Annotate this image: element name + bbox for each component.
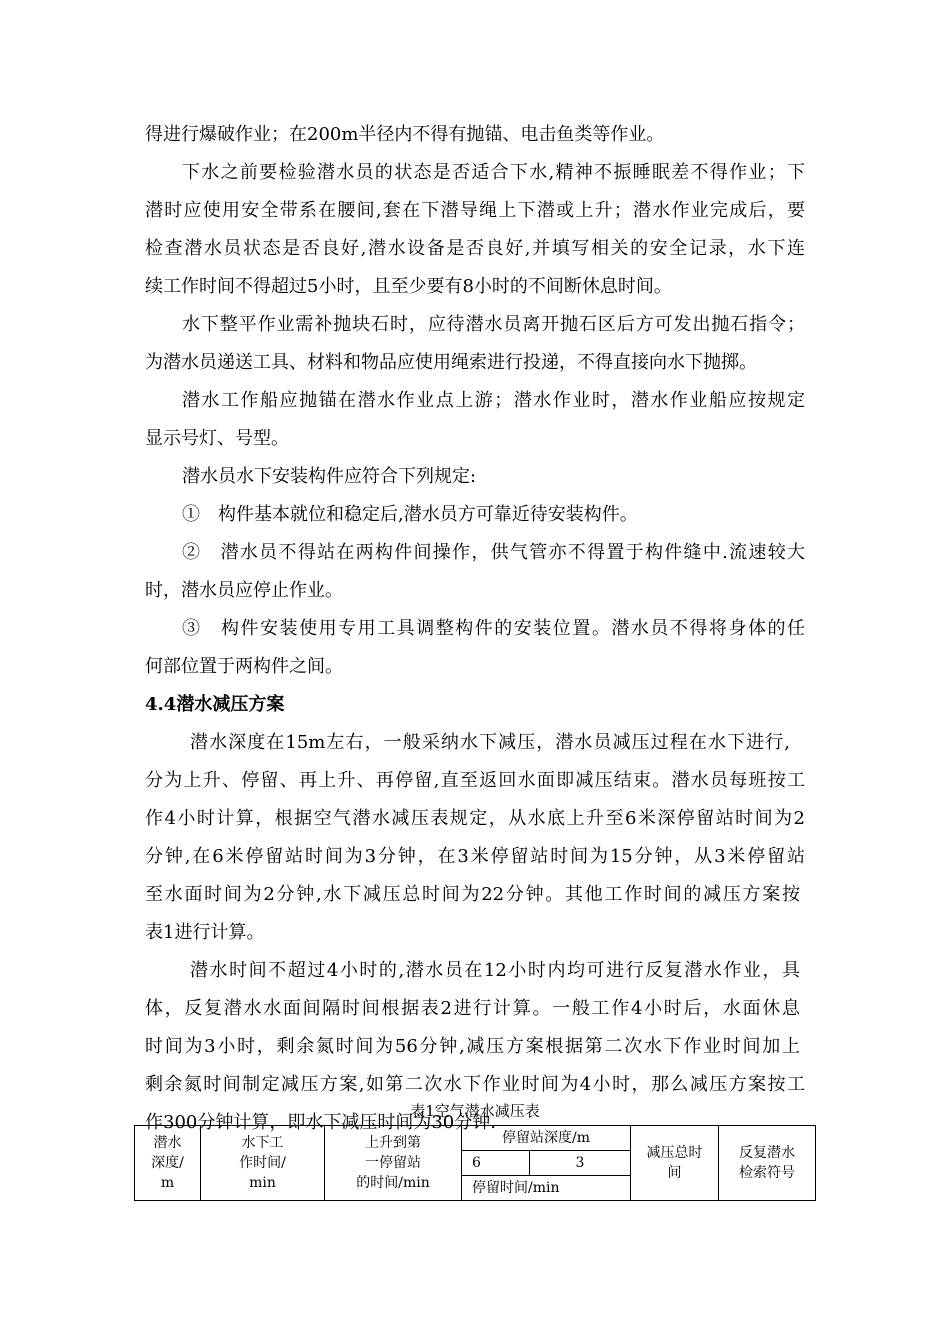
list-item: ② 潜水员不得站在两构件间操作，供气管亦不得置于构件缝中.流速较大 <box>182 542 805 563</box>
text-line: 时，潜水员应停止作业。 <box>145 580 343 601</box>
text-line: 潜水时间不超过4小时的,潜水员在12小时内均可进行反复潜水作业，具 <box>190 960 800 981</box>
header-text: 的时间/min <box>356 1175 430 1191</box>
text-line: 作300分钟计算，即水下减压时间为30分钟. <box>145 1112 496 1133</box>
text-line: 下水之前要检验潜水员的状态是否适合下水,精神不振睡眠差不得作业；下 <box>182 162 805 183</box>
header-stop-6m: 6 <box>462 1151 530 1176</box>
text-line: 检查潜水员状态是否良好,潜水设备是否良好,并填写相关的安全记录，水下连 <box>145 238 805 259</box>
header-text: min <box>249 1175 276 1191</box>
header-total-time <box>631 1126 719 1201</box>
header-ascent-time <box>325 1126 462 1201</box>
header-text: 反复潜水 <box>739 1145 795 1161</box>
text-line: 得进行爆破作业；在200m半径内不得有抛锚、电击鱼类等作业。 <box>145 124 665 145</box>
header-text: 深度/ <box>151 1155 184 1171</box>
text-line: 为潜水员递送工具、材料和物品应使用绳索进行投递，不得直接向水下抛掷。 <box>145 352 757 373</box>
text-line: 潜水员水下安装构件应符合下列规定: <box>182 466 477 487</box>
text-line: 潜水工作船应抛锚在潜水作业点上游；潜水作业时，潜水作业船应按规定 <box>182 390 805 411</box>
text-line: 续工作时间不得超过5小时，且至少要有8小时的不间断休息时间。 <box>145 276 672 297</box>
header-text: 作时间/ <box>239 1155 286 1171</box>
text-line: 潜时应使用安全带系在腰间,套在下潜导绳上下潜或上升；潜水作业完成后，要 <box>145 200 805 221</box>
text-line: 至水面时间为2分钟,水下减压总时间为22分钟。其他工作时间的减压方案按 <box>145 884 800 905</box>
header-text: 一停留站 <box>365 1155 421 1171</box>
table-caption: 表1空气潜水减压表 <box>410 1102 540 1120</box>
text-line: 分为上升、停留、再上升、再停留,直至返回水面即减压结束。潜水员每班按工 <box>145 770 805 791</box>
header-text: 检索符号 <box>739 1165 795 1181</box>
list-item: ③ 构件安装使用专用工具调整构件的安装位置。潜水员不得将身体的任 <box>182 618 805 639</box>
header-repeat-code <box>719 1126 816 1201</box>
list-item: ① 构件基本就位和稳定后,潜水员方可靠近待安装构件。 <box>182 504 638 525</box>
text-line: 作4小时计算，根据空气潜水减压表规定，从水底上升至6米深停留站时间为2 <box>145 808 805 829</box>
header-stop-time: 停留时间/min <box>462 1176 631 1201</box>
text-line: 显示号灯、号型。 <box>145 428 289 449</box>
text-line: 分钟,在6米停留站时间为3分钟，在3米停留站时间为15分钟，从3米停留站 <box>145 846 805 867</box>
text-line: 剩余氮时间制定减压方案,如第二次水下作业时间为4小时，那么减压方案按工 <box>145 1074 805 1095</box>
header-work-time <box>201 1126 325 1201</box>
text-line: 何部位置于两构件之间。 <box>145 656 343 677</box>
header-text: 水下工 <box>241 1135 284 1151</box>
text-line: 体，反复潜水水面间隔时间根据表2进行计算。一般工作4小时后，水面休息 <box>145 998 800 1019</box>
decompression-table <box>134 1125 816 1201</box>
text-line: 潜水深度在15m左右，一般采纳水下减压，潜水员减压过程在水下进行, <box>190 732 790 753</box>
header-depth <box>135 1126 201 1201</box>
text-line: 水下整平作业需补抛块石时，应待潜水员离开抛石区后方可发出抛石指令； <box>182 314 805 335</box>
section-heading: 4.4潜水减压方案 <box>145 694 285 715</box>
header-text: m <box>160 1175 175 1191</box>
text-line: 时间为3小时，剩余氮时间为56分钟,减压方案根据第二次水下作业时间加上 <box>145 1036 800 1057</box>
header-text: 减压总时 <box>646 1145 703 1161</box>
header-text: 间 <box>667 1165 682 1181</box>
header-stop-depth: 停留站深度/m <box>462 1126 631 1151</box>
header-stop-3m: 3 <box>530 1151 631 1176</box>
header-text: 潜水 <box>153 1135 182 1151</box>
text-line: 表1进行计算。 <box>145 922 265 943</box>
header-text: 上升到第 <box>365 1135 421 1151</box>
